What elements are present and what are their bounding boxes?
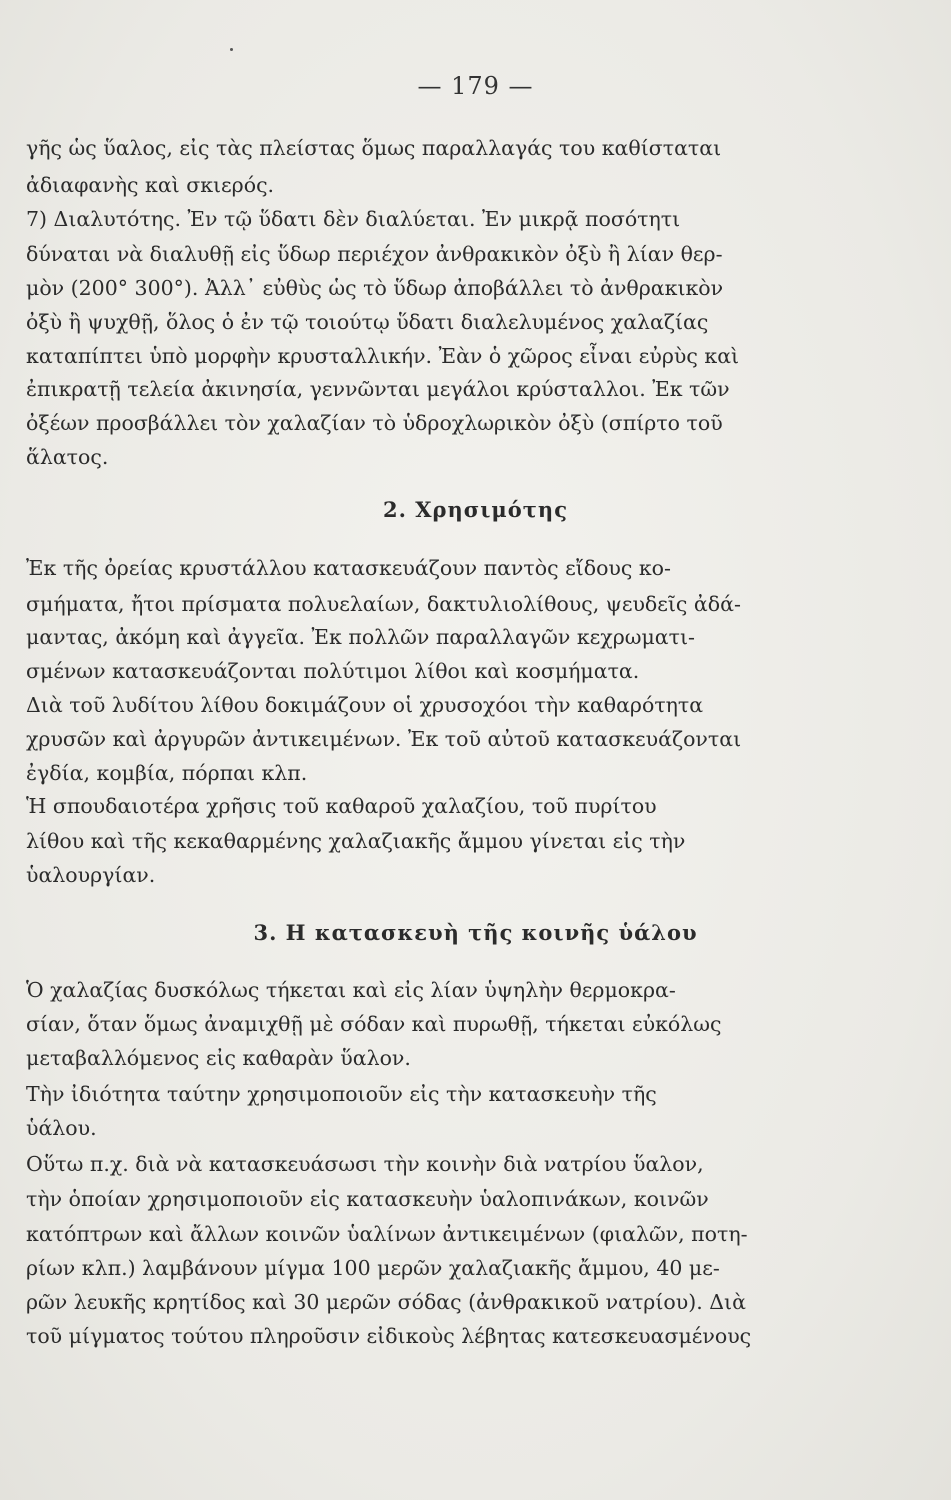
text-line: τοῦ μίγματος τούτου πληροῦσιν εἰδικοὺς λέβητας κατεσκευασμένους xyxy=(26,1324,752,1348)
text-line: ὀξέων προσβάλλει τὸν χαλαζίαν τὸ ὑδροχλωρικὸν ὀξὺ (σπίρτο τοῦ xyxy=(26,411,723,435)
text-line: λίθου καὶ τῆς κεκαθαρμένης χαλαζιακῆς ἄμμου γίνεται εἰς τὴν xyxy=(26,829,686,853)
text-line: ἐπικρατῇ τελεία ἀκινησία, γεννῶνται μεγάλοι κρύσταλλοι. Ἐκ τῶν xyxy=(26,377,730,401)
text-line: μεταβαλλόμενος εἰς καθαρὰν ὕαλον. xyxy=(26,1046,411,1070)
text-line: μὸν (200° 300°). Ἀλλ᾽ εὐθὺς ὡς τὸ ὕδωρ ἀποβάλλει τὸ ἀνθρακικὸν xyxy=(26,276,724,300)
text-line: καταπίπτει ὑπὸ μορφὴν κρυσταλλικήν. Ἐὰν ὁ χῶρος εἶναι εὐρὺς καὶ xyxy=(26,344,740,368)
text-line: ρίων κλπ.) λαμβάνουν μίγμα 100 μερῶν χαλαζιακῆς ἄμμου, 40 με- xyxy=(26,1256,720,1280)
text-line: τὴν ὁποίαν χρησιμοποιοῦν εἰς κατασκευὴν ὑαλοπινάκων, κοινῶν xyxy=(26,1187,709,1211)
text-line: γῆς ὡς ὕαλος, εἰς τὰς πλείστας ὅμως παραλλαγάς του καθίσταται xyxy=(26,136,722,160)
text-line: ρῶν λευκῆς κρητίδος καὶ 30 μερῶν σόδας (ἀνθρακικοῦ νατρίου). Διὰ xyxy=(26,1290,746,1314)
text-line: ἐγδία, κομβία, πόρπαι κλπ. xyxy=(26,761,308,785)
text-line: Ὁ χαλαζίας δυσκόλως τήκεται καὶ εἰς λίαν ὑψηλὴν θερμοκρα- xyxy=(26,978,676,1002)
text-line: ὑάλου. xyxy=(26,1116,97,1140)
page-number: — 179 — xyxy=(417,72,534,100)
text-line: Διὰ τοῦ λυδίτου λίθου δοκιμάζουν οἱ χρυσοχόοι τὴν καθαρότητα xyxy=(26,693,704,717)
text-line: κατόπτρων καὶ ἄλλων κοινῶν ὑαλίνων ἀντικειμένων (φιαλῶν, ποτη- xyxy=(26,1222,748,1246)
text-line: μαντας, ἀκόμη καὶ ἀγγεῖα. Ἐκ πολλῶν παραλλαγῶν κεχρωματι- xyxy=(26,625,695,649)
text-line: ἀδιαφανὴς καὶ σκιερός. xyxy=(26,173,275,197)
text-line: σίαν, ὅταν ὅμως ἀναμιχθῇ μὲ σόδαν καὶ πυρωθῇ, τήκεται εὐκόλως xyxy=(26,1012,722,1036)
text-line: δύναται νὰ διαλυθῇ εἰς ὕδωρ περιέχον ἀνθρακικὸν ὀξὺ ἢ λίαν θερ- xyxy=(26,242,723,266)
text-line: 7) Διαλυτότης. Ἐν τῷ ὕδατι δὲν διαλύεται. Ἐν μικρᾷ ποσότητι xyxy=(26,207,681,231)
text-line: Τὴν ἰδιότητα ταύτην χρησιμοποιοῦν εἰς τὴν κατασκευὴν τῆς xyxy=(26,1082,657,1106)
text-line: σμήματα, ἤτοι πρίσματα πολυελαίων, δακτυλιολίθους, ψευδεῖς ἀδά- xyxy=(26,592,741,616)
text-line: Ἡ σπουδαιοτέρα χρῆσις τοῦ καθαροῦ χαλαζίου, τοῦ πυρίτου xyxy=(26,794,657,818)
text-line: ὀξὺ ἢ ψυχθῇ, ὅλος ὁ ἐν τῷ τοιούτῳ ὕδατι διαλελυμένος χαλαζίας xyxy=(26,310,709,334)
text-line: Οὕτω π.χ. διὰ νὰ κατασκευάσωσι τὴν κοινὴν διὰ νατρίου ὕαλον, xyxy=(26,1152,704,1176)
text-line: ἅλατος. xyxy=(26,445,109,469)
text-line: Ἐκ τῆς ὀρείας κρυστάλλου κατασκευάζουν παντὸς εἴδους κο- xyxy=(26,556,671,580)
text-line: χρυσῶν καὶ ἀργυρῶν ἀντικειμένων. Ἐκ τοῦ αὐτοῦ κατασκευάζονται xyxy=(26,727,742,751)
text-line: ὑαλουργίαν. xyxy=(26,863,156,887)
print-speck xyxy=(230,48,233,51)
section-heading: 3. Η κατασκευὴ τῆς κοινῆς ὑάλου xyxy=(253,920,698,945)
section-heading: 2. Χρησιμότης xyxy=(383,497,568,522)
text-line: σμένων κατασκευάζονται πολύτιμοι λίθοι καὶ κοσμήματα. xyxy=(26,659,640,683)
